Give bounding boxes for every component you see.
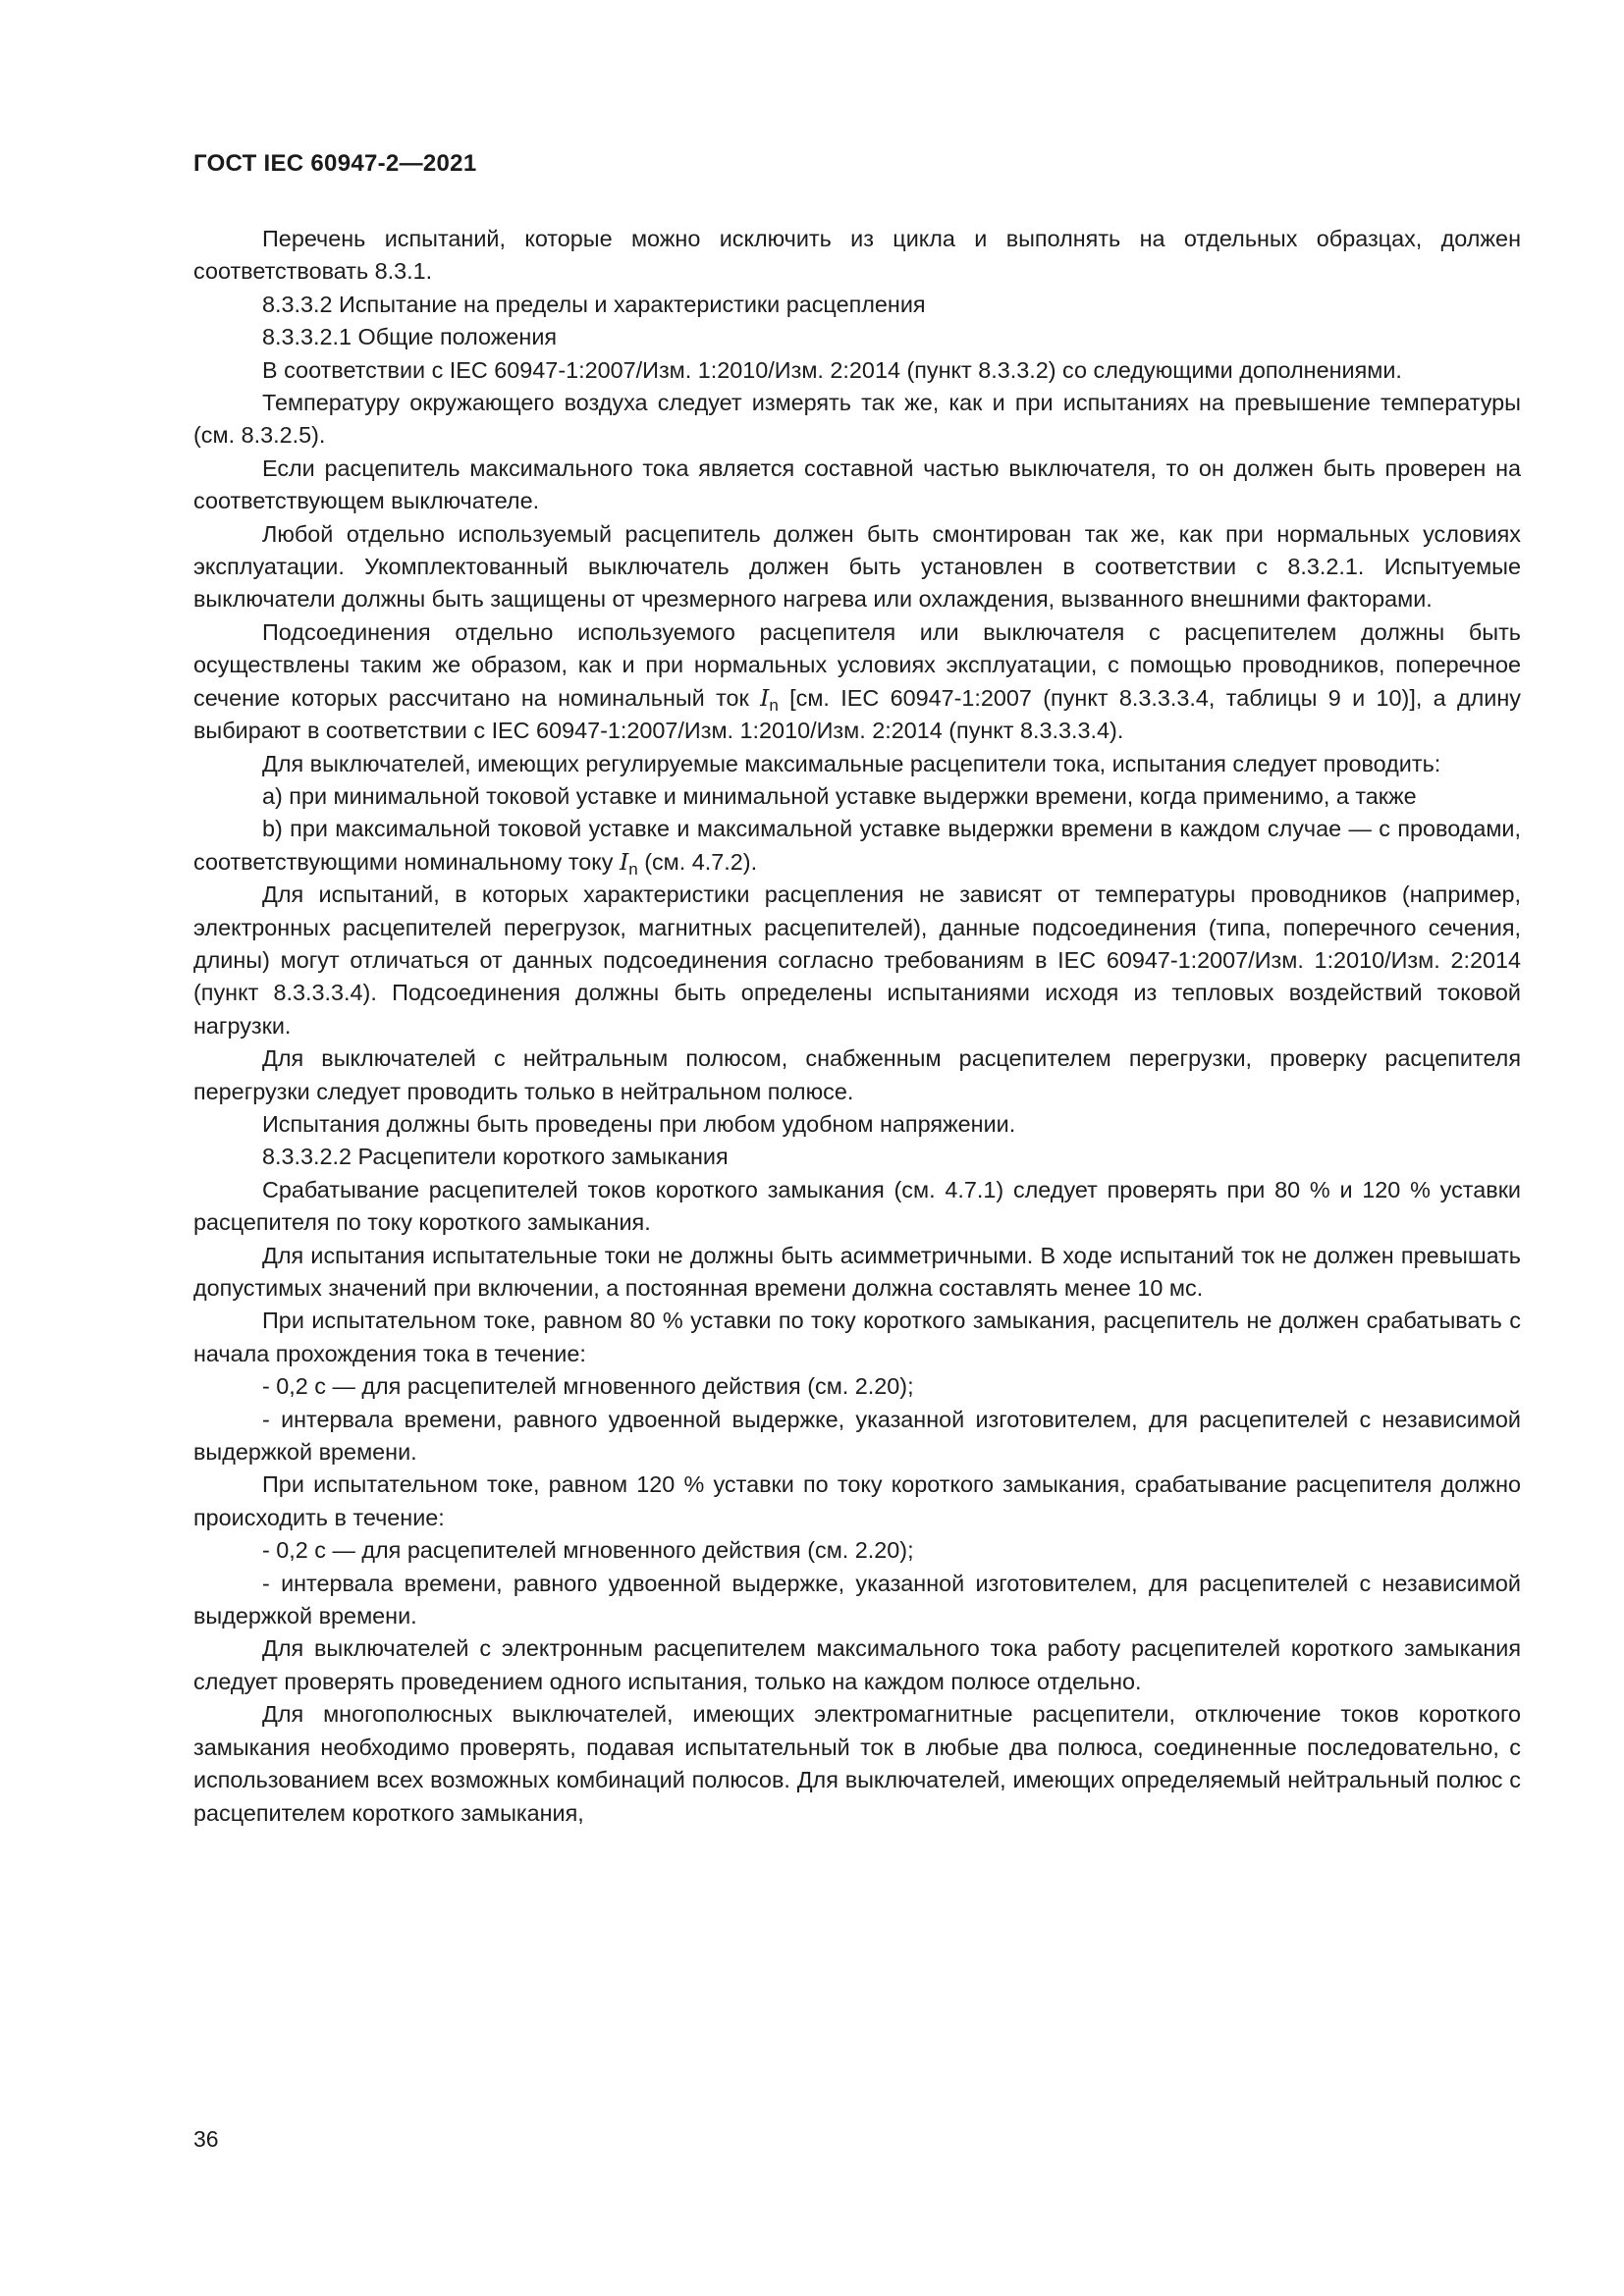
paragraph: Испытания должны быть проведены при любом удобном напряжении. bbox=[262, 1110, 1016, 1137]
list-item-a: а) при минимальной токовой уставке и минимальной уставке выдержки времени, когда применимо, а также bbox=[262, 782, 1417, 809]
page-number: 36 bbox=[193, 2126, 219, 2152]
list-item: - 0,2 с — для расцепителей мгновенного действия (см. 2.20); bbox=[262, 1537, 914, 1564]
rated-current-symbol bbox=[760, 683, 779, 715]
paragraph: Температуру окружающего воздуха следует измерять так же, как и при испытаниях на превышение температуры (см. 8.3.2.5). bbox=[193, 390, 1521, 449]
section-heading: 8.3.3.2 Испытание на пределы и характеристики расцепления bbox=[262, 291, 926, 317]
text-run: (см. 4.7.2). bbox=[637, 848, 758, 875]
document-header: ГОСТ IEC 60947-2—2021 bbox=[193, 150, 477, 177]
paragraph: Для многополюсных выключателей, имеющих электромагнитные расцепители, отключение токов короткого замыкания необходимо проверять, подавая испытательный ток в любые два полюса, соединенные последовательно, с использованием всех возможных комбинаций полюсов. Для выключателей, имеющих определяемый нейтральный полюс с расцепителем короткого замыкания, bbox=[193, 1701, 1521, 1826]
paragraph: При испытательном токе, равном 120 % уставки по току короткого замыкания, срабатывание расцепителя должно происходить в течение: bbox=[193, 1471, 1521, 1530]
paragraph: Срабатывание расцепителей токов короткого замыкания (см. 4.7.1) следует проверять при 80 % и 120 % уставки расцепителя по току короткого замыкания. bbox=[193, 1176, 1521, 1236]
subsection-heading: 8.3.3.2.1 Общие положения bbox=[262, 324, 558, 350]
paragraph: Для выключателей с нейтральным полюсом, снабженным расцепителем перегрузки, проверку расцепителя перегрузки следует проводить только в нейтральном полюсе. bbox=[193, 1045, 1521, 1104]
paragraph: При испытательном токе, равном 80 % уставки по току короткого замыкания, расцепитель не должен срабатывать с начала прохождения тока в течение: bbox=[193, 1308, 1521, 1366]
text-run: b) при максимальной токовой уставке и максимальной уставке выдержки времени в каждом случае — с проводами, соответствующими номинальному току bbox=[193, 816, 1521, 875]
symbol-letter: I bbox=[619, 847, 629, 876]
paragraph: Если расцепитель максимального тока является составной частью выключателя, то он должен быть проверен на соответствующем выключателе. bbox=[193, 454, 1521, 514]
symbol-subscript: n bbox=[769, 695, 779, 715]
document-body bbox=[193, 223, 1521, 1830]
text-run: Подсоединения отдельно используемого расцепителя или выключателя с расцепителем должны быть осуществлены таким же образом, как и при нормальных условиях эксплуатации, с помощью проводников, поперечное сечение которых рассчитано на номинальный ток bbox=[193, 618, 1521, 711]
list-item: - 0,2 с — для расцепителей мгновенного действия (см. 2.20); bbox=[262, 1373, 914, 1400]
paragraph: Для выключателей, имеющих регулируемые максимальные расцепители тока, испытания следует проводить: bbox=[262, 750, 1441, 776]
subsection-heading: 8.3.3.2.2 Расцепители короткого замыкания bbox=[262, 1144, 729, 1170]
paragraph: Перечень испытаний, которые можно исключить из цикла и выполнять на отдельных образцах, должен соответствовать 8.3.1. bbox=[193, 226, 1521, 285]
rated-current-symbol bbox=[619, 847, 638, 879]
list-item: - интервала времени, равного удвоенной выдержке, указанной изготовителем, для расцепителей с независимой выдержкой времени. bbox=[193, 1406, 1521, 1466]
text-run: [см. IEC 60947-1:2007 (пункт 8.3.3.3.4, таблицы 9 и 10)], а длину выбирают в соответствии с IEC 60947-1:2007/Изм. 1:2010/Изм. 2:2014 (пункт 8.3.3.3.4). bbox=[193, 684, 1521, 744]
paragraph: Для выключателей с электронным расцепителем максимального тока работу расцепителей короткого замыкания следует проверять проведением одного испытания, только на каждом полюсе отдельно. bbox=[193, 1635, 1521, 1694]
symbol-subscript: n bbox=[628, 859, 638, 879]
list-item-b bbox=[193, 813, 1521, 879]
list-item: - интервала времени, равного удвоенной выдержке, указанной изготовителем, для расцепителей с независимой выдержкой времени. bbox=[193, 1570, 1521, 1629]
symbol-letter: I bbox=[760, 683, 770, 712]
paragraph: Для испытания испытательные токи не должны быть асимметричными. В ходе испытаний ток не должен превышать допустимых значений при включении, а постоянная времени должна составлять менее 10 мс. bbox=[193, 1242, 1521, 1301]
paragraph-connections bbox=[193, 616, 1521, 748]
paragraph: Любой отдельно используемый расцепитель должен быть смонтирован так же, как при нормальных условиях эксплуатации. Укомплектованный выключатель должен быть установлен в соответствии с 8.3.2.1. Испытуемые выключатели должны быть защищены от чрезмерного нагрева или охлаждения, вызванного внешними факторами. bbox=[193, 520, 1521, 613]
document-page bbox=[193, 0, 1521, 2296]
paragraph: В соответствии с IEC 60947-1:2007/Изм. 1:2010/Изм. 2:2014 (пункт 8.3.3.2) со следующими дополнениями. bbox=[262, 356, 1402, 383]
paragraph: Для испытаний, в которых характеристики расцепления не зависят от температуры проводников (например, электронных расцепителей перегрузок, магнитных расцепителей), данные подсоединения (типа, поперечного сечения, длины) могут отличаться от данных подсоединения согласно требованиям в IEC 60947-1:2007/Изм. 1:2010/Изм. 2:2014 (пункт 8.3.3.3.4). Подсоединения должны быть определены испытаниями исходя из тепловых воздействий токовой нагрузки. bbox=[193, 881, 1521, 1039]
